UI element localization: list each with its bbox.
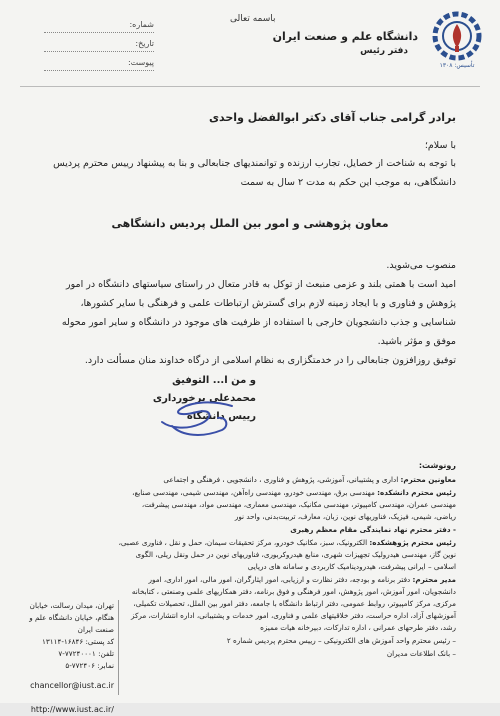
cc-item: – بانک اطلاعات مدیران <box>386 649 456 658</box>
footer-address: تهران، میدان رسالت، خیابان هنگام، خیابان دانشگاه علم و صنعت ایران <box>29 601 114 634</box>
signer-title: رییس دانشگاه <box>186 411 256 422</box>
appointed-position: معاون پژوهشی و امور بین الملل پردیس دانشگاهی <box>111 217 389 230</box>
footer-phone: تلفن: ۷۷۲۴۰۰۰۱-۷ <box>58 649 114 658</box>
cc-list <box>118 460 456 661</box>
wish-text: توفیق روزافزون جنابعالی را در خدمتگزاری به نظام اسلامی از درگاه خداوند منان مسألت دارد. <box>84 355 456 366</box>
footer-postal: کد پستی: ۱۶۸۴۶-۱۳۱۱۴ <box>42 637 114 646</box>
body-text: امید است با همتی بلند و عزمی منبعث از توکل به قادر متعال در راستای سیاستهای دانشگاه در امور پژوهش و فناوری و با ایجاد زمینه لازم برای گسترش ارتباطات علمی و فرهنگی با سایر کشورها، شناسایی و جذب دانشجویان خارجی با استفاده از ظرفیت های موجود در دانشگاه و سایر امور محوله موفق و مؤثر باشید. <box>61 279 456 347</box>
closing-phrase: و من ا... التوفیق <box>172 375 256 386</box>
bismillah: باسمه تعالی <box>230 14 276 24</box>
office-name: دفتر رئیس <box>360 46 408 56</box>
meta-attachment: پیوست: <box>44 56 154 71</box>
cc-item: رئیس محترم دانشکده: مهندسی برق، مهندسی خودرو، مهندسی راه‌آهن، مهندسی شیمی، مهندسی صنایع، مهندسی عمران، مهندسی کامپیوتر، مهندسی مکانیک، مهندسی معماری، مهندسی مواد، مهندسی پیشرفت، ریاضی، شیمی، فیزیک، فناوریهای نوین، زبان، معارف، تربیت‌بدنی، واحد نور <box>132 488 456 521</box>
cc-item: معاونین محترم: اداری و پشتیبانی، آموزشی، پژوهش و فناوری ، دانشجویی ، فرهنگی و اجتماعی <box>163 475 456 484</box>
cc-heading: رونوشت: <box>418 461 456 470</box>
signer-name: محمدعلی برخورداری <box>152 393 256 404</box>
footer-contact <box>10 600 114 716</box>
letter-meta <box>44 18 154 75</box>
footer-divider <box>118 600 119 695</box>
meta-number: شماره: <box>44 18 154 33</box>
footer-website[interactable]: http://www.iust.ac.ir/ <box>30 705 114 714</box>
cc-item: - دفتر محترم نهاد نمایندگی مقام معظم رهبری <box>290 525 456 534</box>
footer-email[interactable]: chancellor@iust.ac.ir <box>30 681 114 690</box>
appointed-line: منصوب می‌شوید. <box>386 260 456 271</box>
cc-item: مدیر محترم: دفتر برنامه و بودجه، دفتر نظارت و ارزیابی، امور ایثارگران، امور مالی، امور اداری، امور دانشجویان، امور آموزش، امور پژوهش، امور فرهنگی و فوق برنامه، دفتر همکاریهای علمی وصنعتی ، کتابخانه مرکزی، مرکز کامپیوتر، روابط عمومی، دفتر ارتباط دانشگاه با جامعه، دفتر امور بین الملل، تحصیلات تکمیلی، آموزشهای آزاد، اداره حراست، دفتر خلاقیتهای علمی و فناوری، امور خدمات و پشتیبانی، اداره انتشارات، مرکز رشد، دفتر طرحهای عمرانی ، اداره تدارکات، دبیرخانه هیات ممیزه <box>131 575 456 632</box>
founded-text: تأسیس: ۱۳۰۸ <box>439 62 475 69</box>
body-paragraph <box>44 256 456 370</box>
meta-date: تاریخ: <box>44 37 154 52</box>
greeting: با سلام؛ <box>424 140 456 151</box>
footer-fax: نمابر: ۷۷۲۴۰۶-۵ <box>65 661 114 670</box>
university-logo-icon <box>426 8 488 70</box>
intro-paragraph: با توجه به شناخت از خصایل، تجارب ارزنده و توانمندیهای جنابعالی و بنا به پیشنهاد رییس محترم پردیس دانشگاهی، به موجب این حکم به مدت ۲ سال به سمت <box>53 158 456 188</box>
salutation: برادر گرامی جناب آقای دکتر ابوالفضل واحدی <box>208 111 456 124</box>
signature-icon <box>152 396 242 444</box>
cc-item: – رئیس محترم واحد آموزش های الکترونیکی – رییس محترم پردیس شماره ۲ <box>226 636 456 645</box>
university-name: دانشگاه علم و صنعت ایران <box>272 30 418 43</box>
header-divider <box>20 86 480 87</box>
cc-item: رئیس محترم پژوهشکده: الکترونیک، سبز، مکانیک خودرو، مرکز تحقیقات سیمان، حمل و نقل ، فناوری عصبی، نوین گاز، مهندسی هیدرولیک تجهیزات شهری، منابع هیدروکربوری، فناوریهای نوین در حمل ونقل ریلی، الگوی اسلامی – ایرانی پیشرفت، هیدرودینامیک کاربردی و سامانه های دریایی <box>118 538 456 571</box>
